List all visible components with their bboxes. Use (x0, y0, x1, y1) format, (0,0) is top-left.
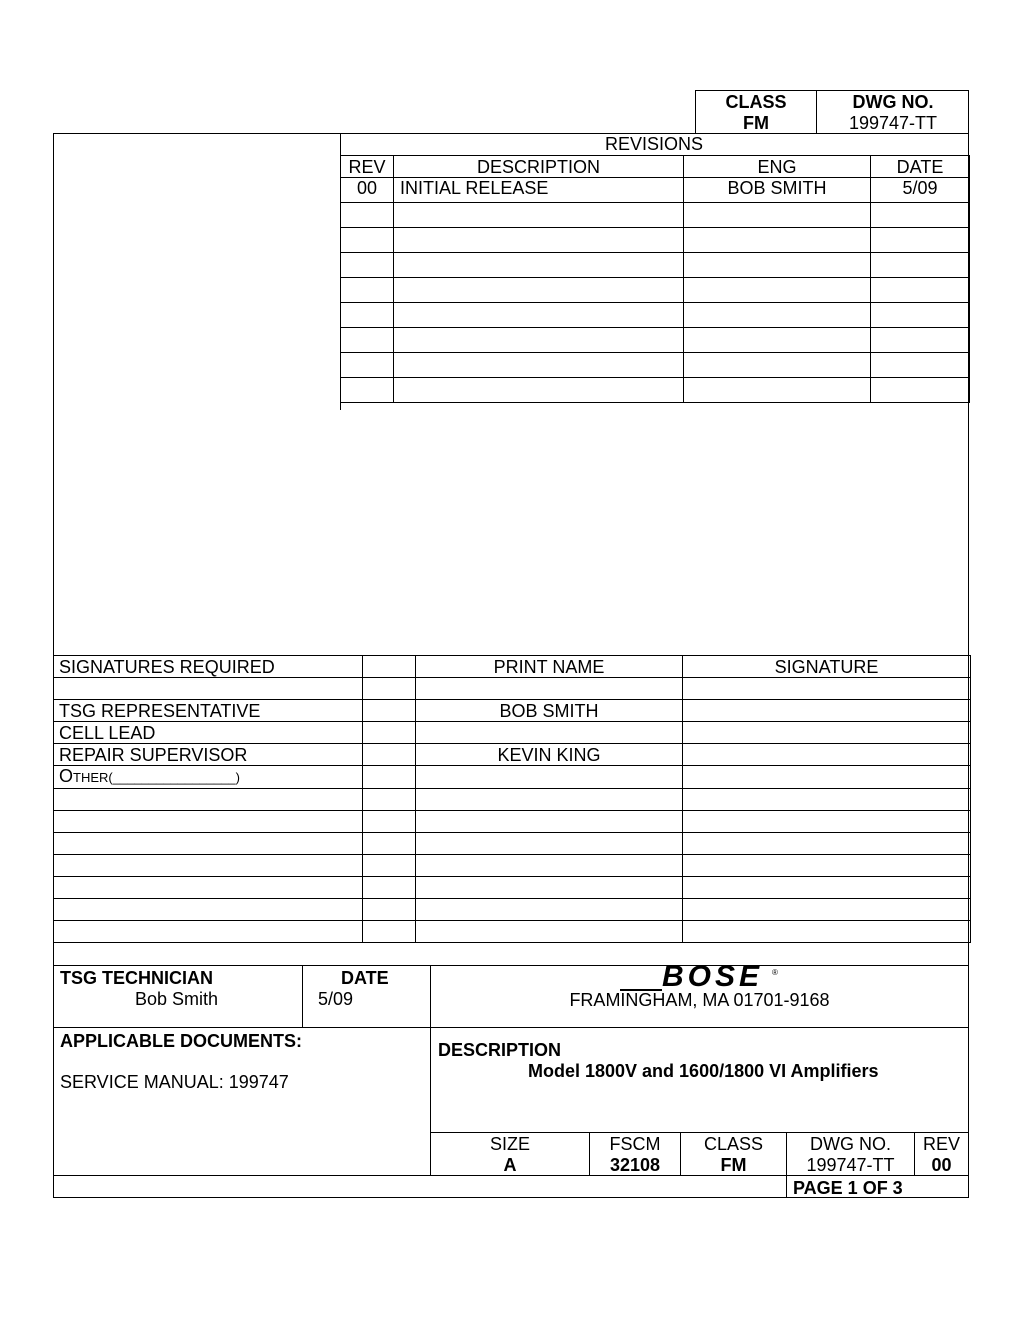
revision-date[interactable] (871, 203, 970, 228)
revisions-col-date: DATE (871, 156, 970, 178)
revision-date[interactable] (871, 278, 970, 303)
class-value: FM (720, 1155, 747, 1175)
revision-date[interactable] (871, 228, 970, 253)
signature-field[interactable] (683, 678, 971, 700)
revision-date[interactable]: 5/09 (871, 178, 970, 203)
size-label: SIZE (489, 1134, 530, 1154)
revision-rev[interactable] (341, 328, 394, 353)
revision-eng[interactable] (684, 203, 871, 228)
signature-field[interactable] (683, 833, 971, 855)
signature-check[interactable] (363, 766, 416, 789)
signature-check[interactable] (363, 899, 416, 921)
revision-description[interactable] (394, 253, 684, 278)
revision-rev[interactable] (341, 253, 394, 278)
revision-eng[interactable] (684, 303, 871, 328)
date-label: DATE (341, 968, 389, 988)
applicable-documents-value: SERVICE MANUAL: 199747 (60, 1072, 289, 1092)
signature-check[interactable] (363, 700, 416, 722)
rev-value: 00 (931, 1155, 952, 1175)
revision-eng[interactable] (684, 378, 871, 403)
signature-role-other-initial: O (59, 766, 74, 786)
revisions-title: REVISIONS (604, 134, 704, 154)
signature-check[interactable] (363, 811, 416, 833)
title-block-row2 (53, 1027, 969, 1028)
revision-description[interactable]: INITIAL RELEASE (394, 178, 684, 203)
revisions-col-rev: REV (341, 156, 394, 178)
revision-row (341, 178, 970, 203)
signature-check[interactable] (363, 877, 416, 899)
technician-label: TSG TECHNICIAN (60, 968, 213, 988)
signatures-col-print-name: PRINT NAME (416, 656, 683, 678)
revision-description[interactable] (394, 353, 684, 378)
signature-row (54, 811, 971, 833)
revision-date[interactable] (871, 303, 970, 328)
header-dwg-value: 199747-TT (848, 113, 938, 133)
revision-rev[interactable] (341, 228, 394, 253)
signature-role (54, 921, 363, 943)
revision-eng[interactable] (684, 353, 871, 378)
signature-row (54, 921, 971, 943)
signature-field[interactable] (683, 744, 971, 766)
revisions-header-row (341, 156, 970, 178)
signature-role (54, 678, 363, 700)
revision-description[interactable] (394, 378, 684, 403)
signature-field[interactable] (683, 722, 971, 744)
bose-logo-mark: ® (772, 968, 778, 977)
signature-print-name[interactable] (416, 921, 683, 943)
revision-eng[interactable] (684, 253, 871, 278)
signature-print-name[interactable] (416, 877, 683, 899)
revision-description[interactable] (394, 278, 684, 303)
revision-row (341, 378, 970, 403)
signature-role (54, 877, 363, 899)
signatures-header-row (54, 656, 971, 678)
title-block-row4 (53, 1175, 969, 1176)
header-class-value: FM (743, 113, 769, 133)
signature-check[interactable] (363, 744, 416, 766)
revisions-col-eng: ENG (684, 156, 871, 178)
signature-row (54, 700, 971, 722)
revision-description[interactable] (394, 303, 684, 328)
signatures-title: SIGNATURES REQUIRED (54, 656, 363, 678)
revision-rev[interactable] (341, 203, 394, 228)
title-block-row3 (430, 1132, 969, 1133)
signature-field[interactable] (683, 766, 971, 789)
revision-description[interactable] (394, 228, 684, 253)
revisions-table (340, 155, 970, 403)
signature-print-name[interactable] (416, 766, 683, 789)
revision-date[interactable] (871, 378, 970, 403)
revision-date[interactable] (871, 253, 970, 278)
fscm-value: 32108 (609, 1155, 661, 1175)
signature-field[interactable] (683, 789, 971, 811)
revisions-col-description: DESCRIPTION (394, 156, 684, 178)
signature-role (54, 789, 363, 811)
revision-rev[interactable] (341, 353, 394, 378)
description-label: DESCRIPTION (438, 1040, 562, 1060)
revision-description[interactable] (394, 328, 684, 353)
revision-row (341, 278, 970, 303)
signature-row (54, 766, 971, 789)
date-value: 5/09 (318, 989, 354, 1009)
signature-role (54, 811, 363, 833)
signature-row (54, 833, 971, 855)
signature-role: TSG REPRESENTATIVE (54, 700, 363, 722)
revision-date[interactable] (871, 353, 970, 378)
signature-role-other-rest: THER(_________________) (73, 770, 240, 785)
signature-role (54, 855, 363, 877)
revision-row (341, 303, 970, 328)
applicable-documents-label: APPLICABLE DOCUMENTS: (60, 1031, 302, 1051)
signatures-table (53, 655, 971, 943)
signature-role (54, 899, 363, 921)
signature-print-name[interactable] (416, 855, 683, 877)
header-dwg-label: DWG NO. (852, 92, 934, 112)
rev-label: REV (922, 1134, 960, 1154)
company-address: FRAMINGHAM, MA 01701-9168 (569, 990, 830, 1010)
signature-print-name[interactable] (416, 899, 683, 921)
signature-check[interactable] (363, 921, 416, 943)
signature-print-name[interactable] (416, 678, 683, 700)
dwg-label: DWG NO. (810, 1134, 891, 1154)
dwg-value: 199747-TT (806, 1155, 895, 1175)
signature-field[interactable] (683, 899, 971, 921)
revision-row (341, 353, 970, 378)
revision-date[interactable] (871, 328, 970, 353)
bose-logo-text: BOSE (662, 960, 764, 993)
signature-print-name[interactable] (416, 811, 683, 833)
revision-eng[interactable] (684, 278, 871, 303)
signature-print-name[interactable] (416, 722, 683, 744)
revision-eng[interactable]: BOB SMITH (684, 178, 871, 203)
signature-role: REPAIR SUPERVISOR (54, 744, 363, 766)
signatures-col-signature: SIGNATURE (683, 656, 971, 678)
signature-check[interactable] (363, 833, 416, 855)
title-block-divider-tech-date (302, 965, 303, 1028)
revision-row (341, 253, 970, 278)
revision-eng[interactable] (684, 328, 871, 353)
signature-row (54, 899, 971, 921)
signature-row (54, 722, 971, 744)
header-class-label: CLASS (725, 92, 787, 112)
revision-rev[interactable] (341, 378, 394, 403)
revision-eng[interactable] (684, 228, 871, 253)
signature-field[interactable] (683, 700, 971, 722)
technician-value: Bob Smith (135, 989, 219, 1009)
signature-check[interactable] (363, 789, 416, 811)
signature-field[interactable] (683, 921, 971, 943)
revision-description[interactable] (394, 203, 684, 228)
signature-row (54, 678, 971, 700)
title-block-top (53, 965, 969, 966)
signature-row (54, 877, 971, 899)
size-value: A (503, 1155, 517, 1175)
revision-row (341, 228, 970, 253)
signatures-spacer (363, 656, 416, 678)
signature-role: CELL LEAD (54, 722, 363, 744)
signature-check[interactable] (363, 855, 416, 877)
signature-field[interactable] (683, 811, 971, 833)
signature-field[interactable] (683, 855, 971, 877)
class-label: CLASS (703, 1134, 764, 1154)
fscm-label: FSCM (609, 1134, 661, 1154)
signature-check[interactable] (363, 722, 416, 744)
description-value: Model 1800V and 1600/1800 VI Amplifiers (528, 1061, 879, 1081)
signature-print-name[interactable]: BOB SMITH (416, 700, 683, 722)
signature-print-name[interactable]: KEVIN KING (416, 744, 683, 766)
signature-row (54, 789, 971, 811)
signature-role (54, 833, 363, 855)
revision-rev[interactable]: 00 (341, 178, 394, 203)
signature-row (54, 855, 971, 877)
revision-row (341, 328, 970, 353)
signature-field[interactable] (683, 877, 971, 899)
revision-rev[interactable] (341, 278, 394, 303)
revision-row (341, 203, 970, 228)
signature-print-name[interactable] (416, 789, 683, 811)
signature-role-other (54, 766, 363, 789)
signature-check[interactable] (363, 678, 416, 700)
page-number: PAGE 1 OF 3 (793, 1178, 903, 1198)
signature-row (54, 744, 971, 766)
revision-rev[interactable] (341, 303, 394, 328)
signature-print-name[interactable] (416, 833, 683, 855)
